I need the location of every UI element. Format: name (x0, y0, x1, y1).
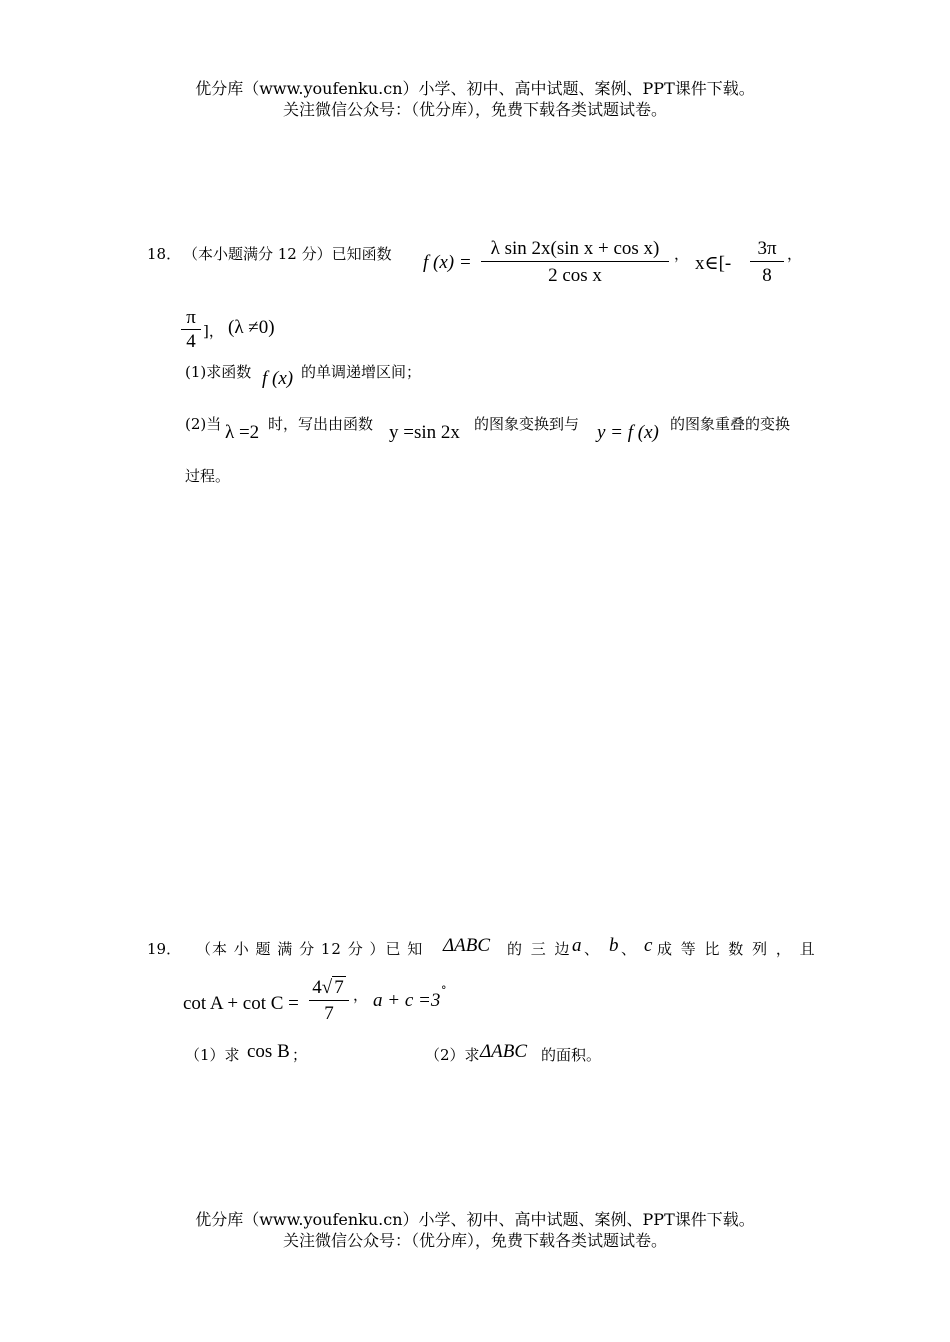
q19-cot-numerator (309, 976, 349, 1000)
q19-comma: ， (353, 986, 369, 1004)
page-header-line1: 优分库（www.youfenku.cn）小学、初中、高中试题、案例、PPT课件下载。 (195, 79, 755, 98)
q19-intro: （本 小 题 满 分 12 分 ）已 知 (196, 940, 424, 958)
q19-radicand: 7 (334, 977, 344, 998)
q18-part2-line2: 过程。 (185, 467, 231, 485)
q18-part2-lambda: λ =2 (225, 422, 260, 443)
q18-domain-prefix: x∈[- (695, 253, 732, 274)
q18-comma1: ， (674, 245, 690, 263)
q18-part2-suffix: 的图象重叠的变换 (670, 415, 791, 433)
q18-fx-numerator: λ sin 2x(sin x + cos x) (490, 238, 660, 259)
q19-degree-mark: ° (441, 984, 447, 997)
q19-number: 19． (147, 940, 182, 958)
page-header-line2: 关注微信公众号：（优分库），免费下载各类试题试卷。 (282, 100, 667, 119)
q18-domain-end-denominator: 4 (186, 331, 196, 352)
q19-cot-lhs: cot A + cot C = (183, 993, 299, 1014)
q19-cot-num-coef: 4 (312, 977, 322, 998)
q19-sqrt: √ 7 (321, 977, 344, 998)
q18-comma2: ， (787, 245, 803, 263)
q19-part2-prefix: （2）求 (425, 1046, 480, 1064)
q18-fx-lhs: f (x) = (423, 252, 472, 273)
q18-domain-end-numerator: π (186, 307, 196, 328)
q19-mid2: 成 等 比 数 列 ， 且 (657, 940, 817, 958)
q19-side-c: c (644, 935, 653, 956)
q18-lambda-condition: (λ ≠0) (228, 317, 275, 338)
q18-part2-yfx: y = f (x) (597, 422, 659, 443)
q18-fx-fraction (481, 237, 669, 290)
q19-sep2: 、 (621, 940, 637, 958)
q18-domain-numerator: 3π (757, 238, 777, 259)
page-footer-line2: 关注微信公众号：（优分库），免费下载各类试题试卷。 (282, 1231, 667, 1250)
q18-part1-fx: f (x) (262, 368, 294, 389)
q19-part1-prefix: （1）求 (185, 1046, 240, 1064)
q19-part1-suffix: ； (292, 1046, 308, 1064)
q19-side-b: b (609, 935, 619, 956)
q19-cot-denominator: 7 (324, 1003, 334, 1024)
q19-part2-suffix: 的面积。 (541, 1046, 602, 1064)
q18-number: 18． (147, 245, 182, 263)
page-footer-line1: 优分库（www.youfenku.cn）小学、初中、高中试题、案例、PPT课件下载。 (195, 1210, 755, 1229)
q18-domain-denominator: 8 (762, 265, 772, 286)
q18-domain-close: ]， (203, 322, 224, 340)
q19-part2-triangle: ΔABC (480, 1041, 528, 1062)
q18-fx-denominator: 2 cos x (548, 265, 602, 286)
q18-part2-ysin: y =sin 2x (389, 422, 460, 443)
q19-cot-fraction (309, 976, 349, 1027)
q19-part1-expr: cos B (247, 1041, 290, 1062)
q19-side-a: a (572, 935, 582, 956)
q19-mid1: 的 三 边 (507, 940, 572, 958)
q18-domain-fraction (750, 237, 784, 290)
q18-part2-mid1: 时，写出由函数 (268, 415, 374, 433)
q18-part2-mid2: 的图象变换到与 (474, 415, 580, 433)
q18-part1-suffix: 的单调递增区间； (301, 363, 422, 381)
q19-sep1: 、 (584, 940, 600, 958)
q18-part2-prefix: (2)当 (185, 415, 222, 433)
q19-sum-equation: a + c =3 (373, 990, 441, 1011)
q18-domain-end-fraction (181, 307, 201, 354)
q19-triangle: ΔABC (443, 935, 491, 956)
q18-part1-prefix: (1)求函数 (185, 363, 252, 381)
q18-intro: （本小题满分 12 分）已知函数 (183, 245, 392, 263)
